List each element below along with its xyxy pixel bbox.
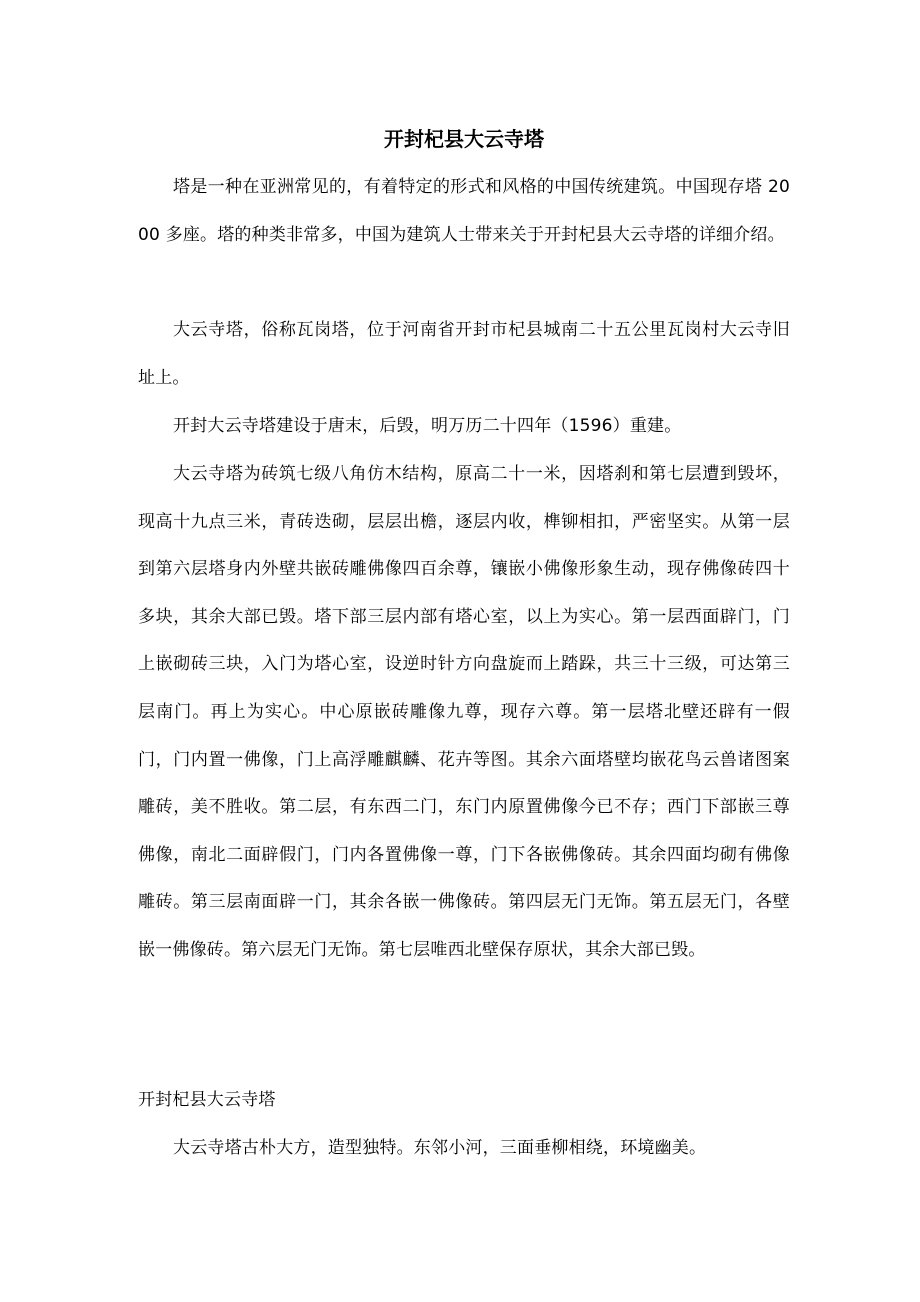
paragraph-structure: 大云寺塔为砖筑七级八角仿木结构，原高二十一米，因塔刹和第七层遭到毁坏，现高十九点三米，青砖迭砌，层层出檐，逐层内收，榫铆相扣，严密坚实。从第一层到第六层塔身内外壁共嵌砖雕佛像四百余尊，镶嵌小佛像形象生动，现存佛像砖四十多块，其余大部已毁。塔下部三层内部有塔心室，以上为实心。第一层西面辟门，门上嵌砌砖三块，入门为塔心室，设逆时针方向盘旋而上踏跺，共三十三级，可达第三层南门。再上为实心。中心原嵌砖雕像九尊，现存六尊。第一层塔北壁还辟有一假门，门内置一佛像，门上高浮雕麒麟、花卉等图。其余六面塔壁均嵌花鸟云兽诸图案雕砖，美不胜收。第二层，有东西二门，东门内原置佛像今已不存；西门下部嵌三尊佛像，南北二面辟假门，门内各置佛像一尊，门下各嵌佛像砖。其余四面均砌有佛像雕砖。第三层南面辟一门，其余各嵌一佛像砖。第四层无门无饰。第五层无门，各壁嵌一佛像砖。第六层无门无饰。第七层唯西北壁保存原状，其余大部已毁。 xyxy=(138,464,790,960)
paragraph-location: 大云寺塔，俗称瓦岗塔，位于河南省开封市杞县城南二十五公里瓦岗村大云寺旧址上。 xyxy=(138,320,790,388)
paragraph-environment: 大云寺塔古朴大方，造型独特。东邻小河，三面垂柳相绕，环境幽美。 xyxy=(173,1138,707,1158)
paragraph-history: 开封大云寺塔建设于唐末，后毁，明万历二十四年（1596）重建。 xyxy=(173,416,682,436)
document-title: 开封杞县大云寺塔 xyxy=(384,127,544,151)
section-subheading: 开封杞县大云寺塔 xyxy=(138,1090,276,1110)
paragraph-introduction: 塔是一种在亚洲常见的，有着特定的形式和风格的中国传统建筑。中国现存塔 2000 多座。塔的种类非常多，中国为建筑人士带来关于开封杞县大云寺塔的详细介绍。 xyxy=(138,177,790,245)
